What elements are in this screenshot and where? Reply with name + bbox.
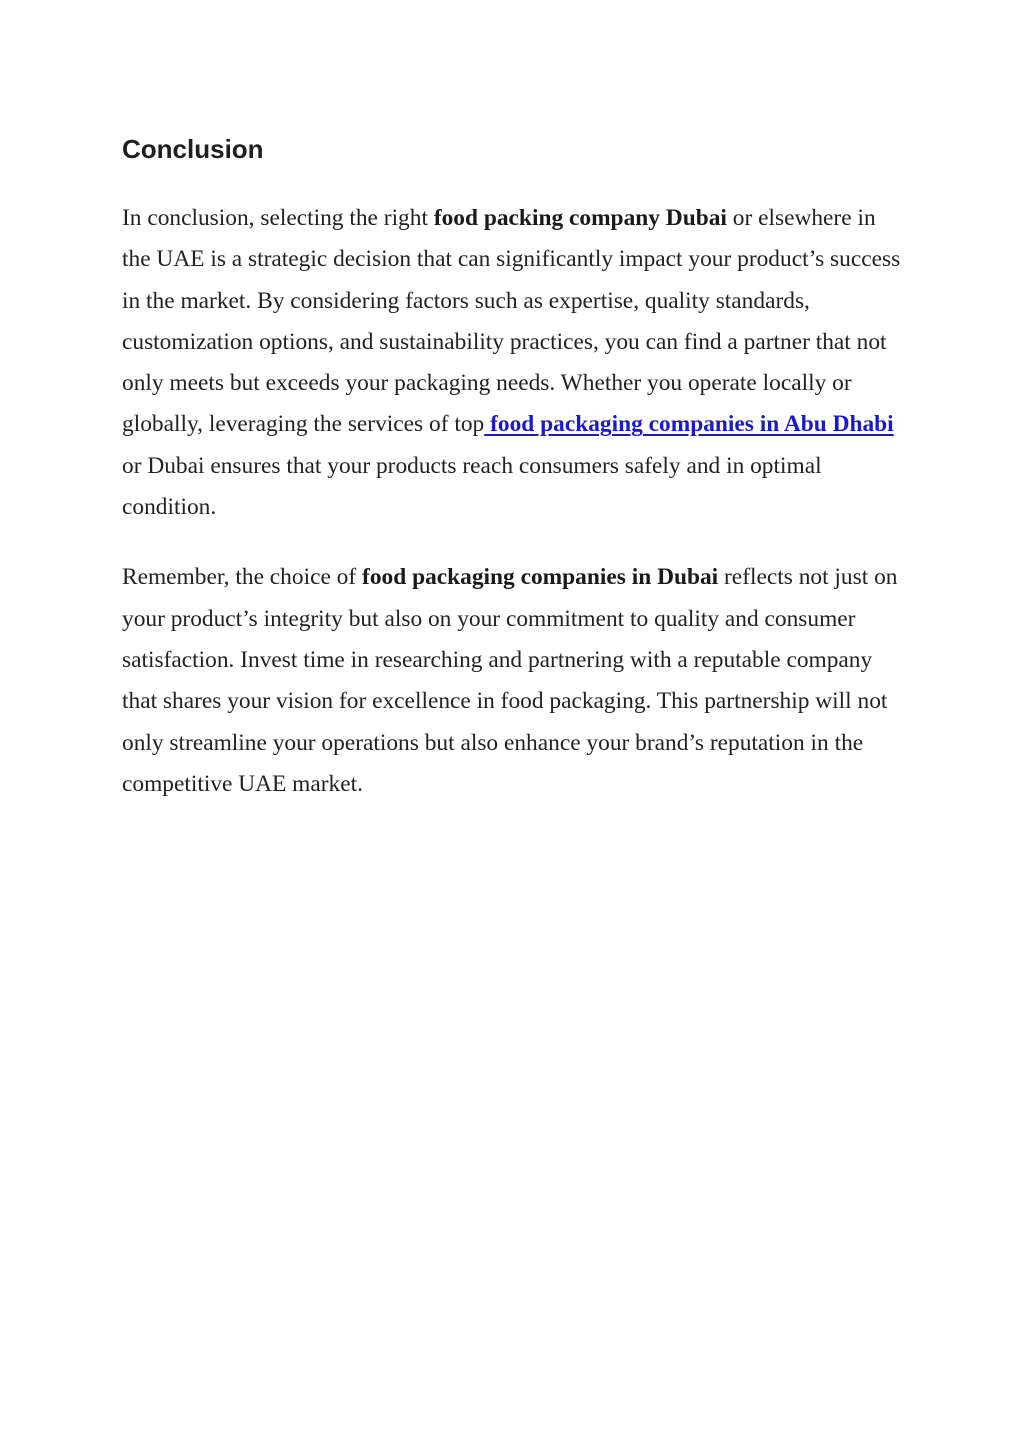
conclusion-paragraph bbox=[122, 198, 902, 528]
article-content bbox=[122, 131, 902, 834]
bold-keyword: food packaging companies in Dubai bbox=[362, 564, 719, 591]
section-heading: Conclusion bbox=[122, 134, 264, 164]
paragraph-text: or Dubai ensures that your products reach consumers safely and in optimal condition. bbox=[122, 452, 822, 521]
paragraph-text: reflects not just on your product’s integrity but also on your commitment to quality and consumer satisfaction. Invest time in researching and partnering with a reputable company that shares your vision for excellence in food packaging. This partnership will not only streamline your operations but also enhance your brand’s reputation in the competitive UAE market. bbox=[122, 564, 898, 797]
paragraph-text: Remember, the choice of bbox=[122, 564, 363, 591]
remember-paragraph bbox=[122, 557, 902, 805]
bold-keyword: food packing company Dubai bbox=[433, 205, 727, 231]
paragraph-text: or elsewhere in the UAE is a strategic decision that can significantly impact your product’s success in the market. By considering factors such as expertise, quality standards, customization options, and sustainability practices, you can find a partner that not only meets but exceeds your packaging needs. Whether you operate locally or globally, leveraging the services of top bbox=[122, 205, 901, 438]
abu-dhabi-link[interactable]: food packaging companies in Abu Dhabi bbox=[484, 411, 894, 438]
paragraph-text: In conclusion, selecting the right bbox=[122, 205, 434, 231]
